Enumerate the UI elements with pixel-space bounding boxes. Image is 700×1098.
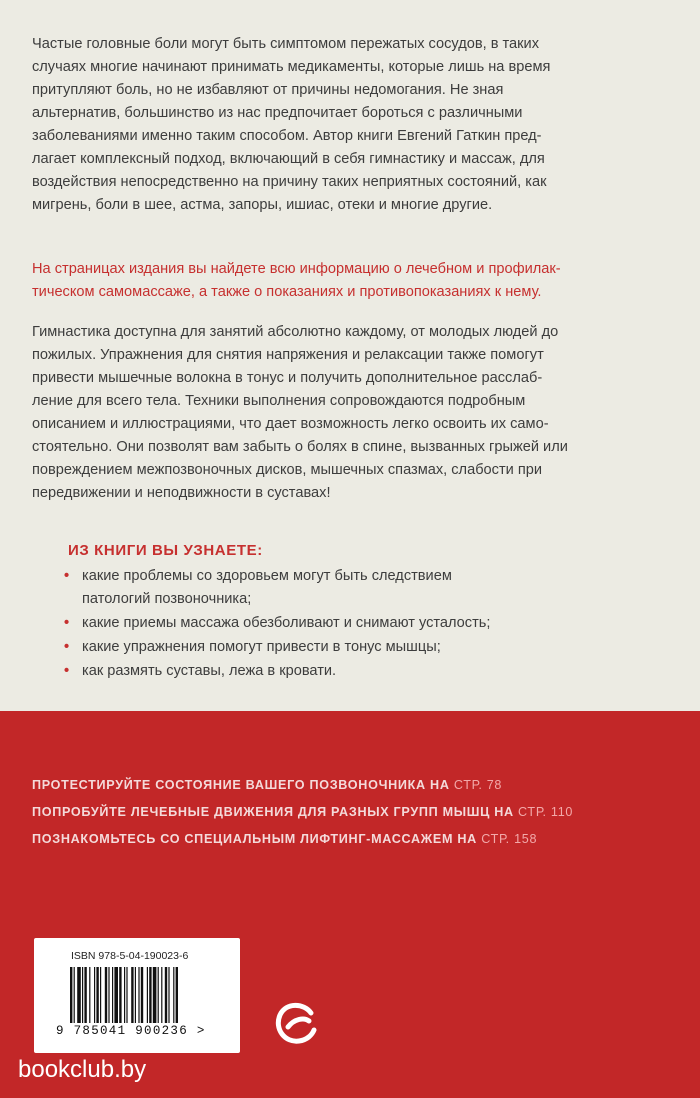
- text-line: привести мышечные волокна в тонус и получить дополнительное расслаб-: [32, 370, 543, 386]
- list-item-text: какие проблемы со здоровьем могут быть следствием: [82, 568, 452, 584]
- list-item-text: как размять суставы, лежа в кровати.: [82, 663, 337, 679]
- text-line: Частые головные боли могут быть симптомом пережатых сосудов, в таких: [32, 36, 540, 52]
- barcode-digits: 9 785041 900236 >: [56, 1024, 206, 1038]
- list-item-text: какие приемы массажа обезболивают и снимают усталость;: [82, 615, 491, 631]
- cta-text: ПОПРОБУЙТЕ ЛЕЧЕБНЫЕ ДВИЖЕНИЯ ДЛЯ РАЗНЫХ ГРУПП МЫШЦ НА: [32, 805, 519, 819]
- highlight-paragraph: [32, 258, 652, 304]
- cta-text: ПОЗНАКОМЬТЕСЬ СО СПЕЦИАЛЬНЫМ ЛИФТИНГ-МАССАЖЕМ НА: [32, 832, 482, 846]
- text-line: пожилых. Упражнения для снятия напряжения и релаксации также помогут: [32, 347, 544, 363]
- text-line: лагает комплексный подход, включающий в себя гимнастику и массаж, для: [32, 151, 545, 167]
- barcode-panel: [34, 938, 240, 1053]
- list-item-text: патологий позвоночника;: [82, 591, 252, 607]
- list-item-text: какие упражнения помогут привести в тонус мышцы;: [82, 639, 441, 655]
- intro-paragraph: [32, 33, 652, 217]
- text-line: альтернатив, большинство из нас предпочитает бороться с различными: [32, 105, 523, 121]
- text-line: мигрень, боли в шее, астма, запоры, ишиас, отеки и многие другие.: [32, 197, 493, 213]
- list-item: [62, 565, 490, 611]
- list-item: [62, 612, 490, 635]
- text-line: ление для всего тела. Техники выполнения сопровождаются подробным: [32, 393, 526, 409]
- cta-page: СТР. 158: [481, 832, 538, 846]
- bullet-icon: •: [64, 663, 70, 679]
- bullet-icon: •: [64, 639, 70, 655]
- cta-exercises: [32, 805, 573, 819]
- text-line: повреждением межпозвоночных дисков, мышечных спазмах, слабости при: [32, 462, 543, 478]
- gymnastics-paragraph: [32, 321, 652, 505]
- cta-text: ПРОТЕСТИРУЙТЕ СОСТОЯНИЕ ВАШЕГО ПОЗВОНОЧНИКА НА: [32, 778, 454, 792]
- text-line: притупляют боль, но не избавляют от причины недомогания. Не зная: [32, 82, 504, 98]
- publisher-e-logo-icon: [271, 998, 321, 1048]
- learn-heading: ИЗ КНИГИ ВЫ УЗНАЕТЕ:: [68, 542, 263, 559]
- text-line: случаях многие начинают принимать медикаменты, которые лишь на время: [32, 59, 551, 75]
- cta-page: СТР. 110: [518, 805, 574, 819]
- list-item: [62, 636, 490, 659]
- text-line: тическом самомассаже, а также о показаниях и противопоказаниях к нему.: [32, 284, 542, 300]
- text-line: передвижении и неподвижности в суставах!: [32, 485, 331, 501]
- text-line: воздействия непосредственно на причину таких неприятных состояний, как: [32, 174, 547, 190]
- text-line: На страницах издания вы найдете всю информацию о лечебном и профилак-: [32, 261, 561, 277]
- bullet-icon: •: [64, 615, 70, 631]
- text-line: Гимнастика доступна для занятий абсолютно каждому, от молодых людей до: [32, 324, 559, 340]
- isbn-label: ISBN 978-5-04-190023-6: [71, 950, 189, 962]
- text-line: заболеваниями именно таким способом. Автор книги Евгений Гаткин пред-: [32, 128, 542, 144]
- bullet-icon: •: [64, 568, 70, 584]
- cta-test-spine: [32, 778, 502, 792]
- list-item: [62, 660, 490, 683]
- site-watermark: bookclub.by: [18, 1056, 147, 1083]
- cta-page: СТР. 78: [453, 778, 503, 792]
- barcode-icon: [70, 967, 220, 1023]
- learn-list: [62, 565, 490, 683]
- text-line: стоятельно. Они позволят вам забыть о болях в спине, вызванных грыжей или: [32, 439, 568, 455]
- text-line: описанием и иллюстрациями, что дает возможность легко освоить их само-: [32, 416, 549, 432]
- cta-lifting-massage: [32, 832, 537, 846]
